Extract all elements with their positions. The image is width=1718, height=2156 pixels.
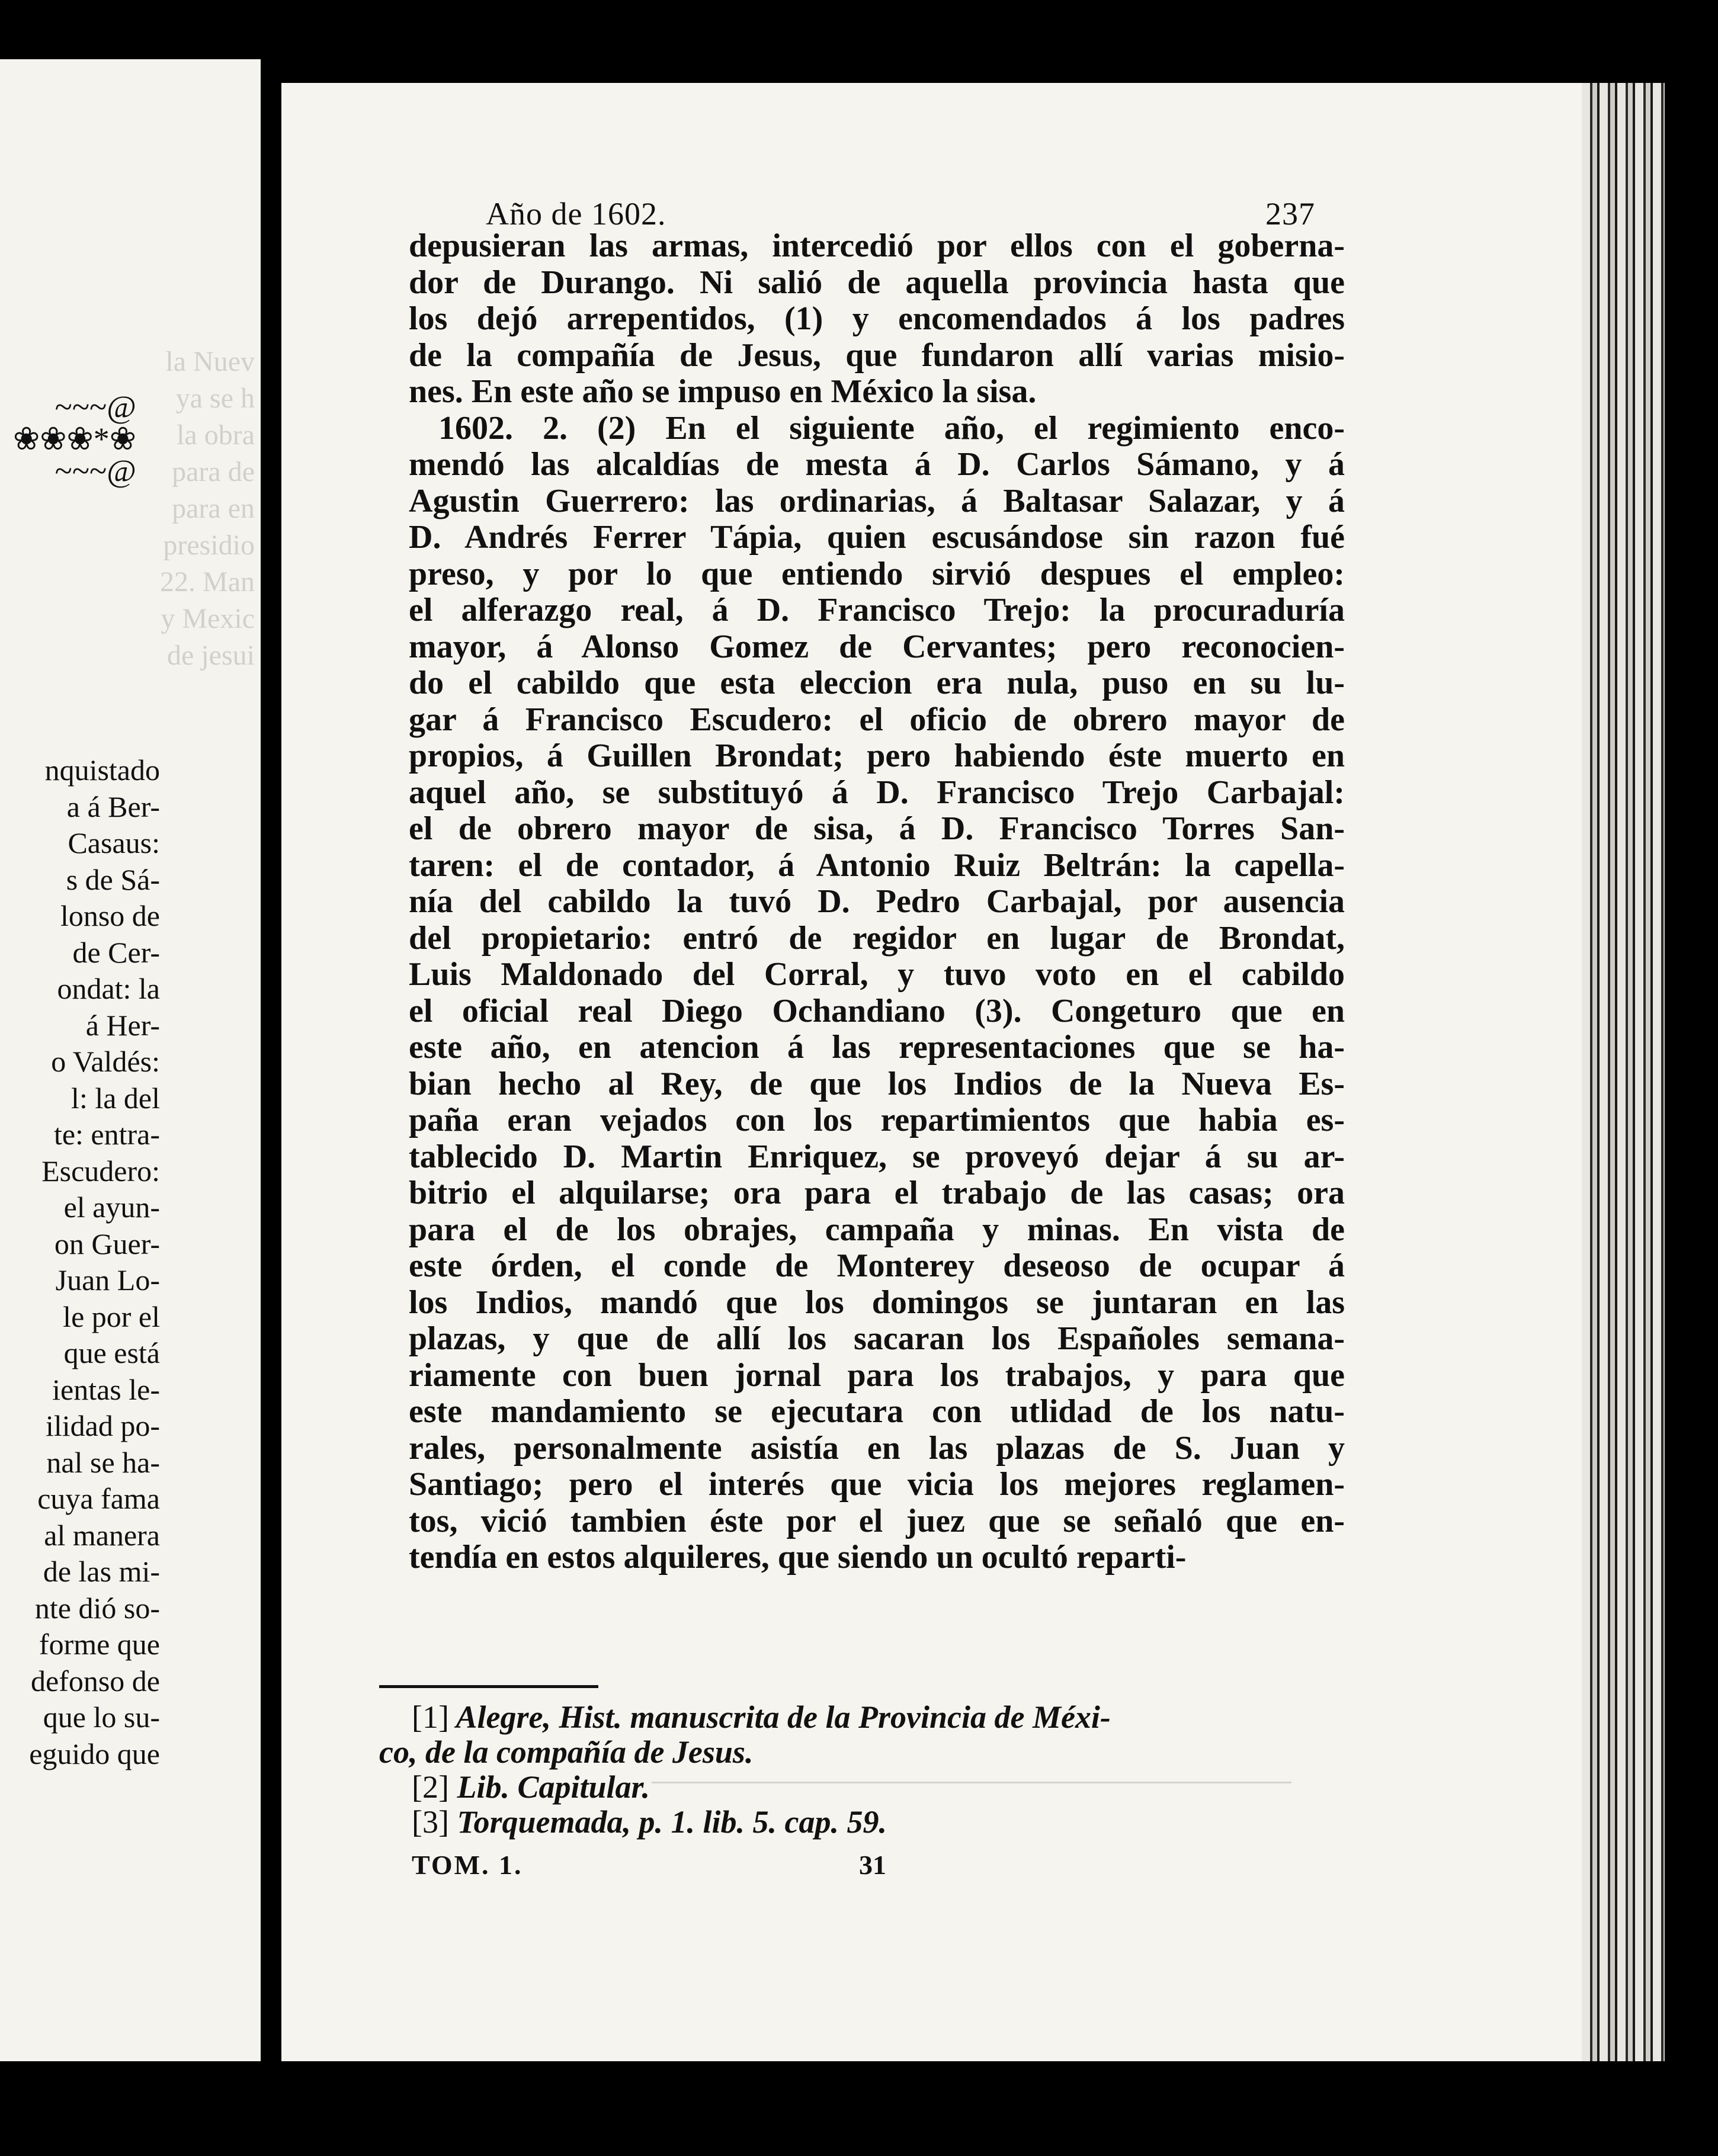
text-line: gar á Francisco Escudero: el oficio de obrero mayor de — [409, 701, 1345, 738]
left-page-line: nte dió so- — [34, 1591, 160, 1625]
text-line: mendó las alcaldías de mesta á D. Carlos Sámano, y á — [409, 446, 1345, 483]
footnote-text: Torquemada, p. 1. lib. 5. cap. 59. — [457, 1804, 887, 1840]
text-line: D. Andrés Ferrer Tápia, quien escusándose sin razon fué — [409, 519, 1345, 556]
text-line: tablecido D. Martin Enriquez, se proveyó dejar á su ar- — [409, 1138, 1345, 1175]
footnote-line — [379, 1805, 1315, 1840]
text-line: bitrio el alquilarse; ora para el trabajo de las casas; ora — [409, 1175, 1345, 1211]
text-line: plazas, y que de allí los sacaran los Españoles semana- — [409, 1320, 1345, 1357]
text-line: tendía en estos alquileres, que siendo un ocultó reparti- — [409, 1539, 1187, 1576]
text-line: aquel año, se substituyó á D. Francisco Trejo Carbajal: — [409, 774, 1345, 811]
left-page-line: l: la del — [71, 1081, 160, 1115]
text-line: este mandamiento se ejecutara con utlidad de los natu- — [409, 1393, 1345, 1430]
left-page-line: á Her- — [85, 1008, 160, 1042]
text-line: nes. En este año se impuso en México la sisa. — [409, 373, 1037, 410]
footnote-text: co, de la compañía de Jesus. — [379, 1734, 754, 1770]
text-line: riamente con buen jornal para los trabajos, y para que — [409, 1356, 1345, 1394]
left-page-line: nquistado — [44, 753, 160, 787]
left-page-line: forme que — [39, 1628, 160, 1661]
text-line: para el de los obrajes, campaña y minas. En vista de — [409, 1211, 1345, 1248]
text-line: 1602. 2. (2) En el siguiente año, el regimiento enco- — [438, 409, 1345, 447]
body-text — [409, 228, 1345, 1576]
left-page-line: ientas le- — [52, 1372, 160, 1406]
left-page-line: a á Ber- — [66, 790, 160, 823]
left-page-line: le por el — [63, 1300, 160, 1333]
text-line: mayor, á Alonso Gomez de Cervantes; pero reconocien- — [409, 628, 1345, 665]
bleed-through-text: la Nuev ya se h la obra para de para en presidio 22. Man y Mexic de jesui — [160, 346, 255, 671]
footnote-rule — [379, 1685, 598, 1688]
volume-mark: TOM. 1. — [412, 1850, 523, 1880]
text-line: do el cabildo que esta eleccion era nula, puso en su lu- — [409, 665, 1345, 701]
left-page-line: eguido que — [29, 1737, 160, 1770]
left-page-line: nal se ha- — [46, 1445, 160, 1479]
text-line: Agustin Guerrero: las ordinarias, á Baltasar Salazar, y á — [409, 482, 1345, 519]
footnote-text: Lib. Capitular. — [457, 1769, 650, 1805]
left-page-line: que está — [63, 1336, 160, 1369]
text-line: los dejó arrepentidos, (1) y encomendados á los padres — [409, 300, 1345, 337]
text-line: de la compañía de Jesus, que fundaron allí varias misio- — [409, 336, 1345, 374]
left-page-line: cuya fama — [37, 1482, 160, 1515]
footnotes — [379, 1700, 1315, 1840]
left-page-line: de Cer- — [72, 935, 160, 969]
page-title: Año de 1602. — [486, 196, 666, 232]
text-line: taren: el de contador, á Antonio Ruiz Beltrán: la capella- — [409, 846, 1345, 884]
left-page-line: s de Sá- — [66, 862, 160, 896]
text-line: bian hecho al Rey, de que los Indios de la Nueva Es- — [409, 1065, 1345, 1102]
text-line: depusieran las armas, intercedió por ellos con el goberna- — [409, 227, 1345, 264]
left-page-line: o Valdés: — [51, 1045, 160, 1078]
text-line: el oficial real Diego Ochandiano (3). Congeturo que en — [409, 992, 1345, 1029]
left-page — [0, 59, 261, 2061]
footnote-line — [379, 1700, 1315, 1735]
page-edges — [1582, 83, 1665, 2061]
left-page-line: al manera — [44, 1518, 160, 1552]
signature-mark: 31 — [859, 1850, 886, 1880]
left-page-line: el ayun- — [63, 1191, 160, 1224]
text-line: Luis Maldonado del Corral, y tuvo voto en el cabildo — [409, 956, 1345, 993]
footnote-mark: [1] — [412, 1699, 449, 1735]
text-line: el de obrero mayor de sisa, á D. Francisco Torres San- — [409, 810, 1345, 847]
text-line: paña eran vejados con los repartimientos que habia es- — [409, 1102, 1345, 1138]
left-page-line: defonso de — [31, 1664, 160, 1698]
left-page-line: ilidad po- — [45, 1409, 160, 1442]
left-page-line: te: entra- — [53, 1118, 160, 1151]
footnote-mark: [3] — [412, 1804, 449, 1840]
text-line: del propietario: entró de regidor en lugar de Brondat, — [409, 919, 1345, 957]
left-page-line: lonso de — [60, 899, 160, 932]
text-line: preso, y por lo que entiendo sirvió despues el empleo: — [409, 555, 1345, 592]
text-line: el alferazgo real, á D. Francisco Trejo: la procuraduría — [409, 592, 1345, 628]
text-line: este año, en atencion á las representaciones que se ha- — [409, 1029, 1345, 1066]
text-line: este órden, el conde de Monterey deseoso de ocupar á — [409, 1247, 1345, 1284]
text-line: propios, á Guillen Brondat; pero habiendo éste muerto en — [409, 737, 1345, 774]
text-line: los Indios, mandó que los domingos se juntaran en las — [409, 1284, 1345, 1321]
footnote-mark: [2] — [412, 1769, 449, 1805]
text-line: dor de Durango. Ni salió de aquella provincia hasta que — [409, 264, 1345, 301]
left-page-text — [29, 752, 160, 1772]
footnote-text: Alegre, Hist. manuscrita de la Provincia de Méxi- — [456, 1699, 1111, 1735]
left-page-line: ondat: la — [57, 972, 160, 1005]
text-line: tos, vició tambien éste por el juez que se señaló que en- — [409, 1502, 1345, 1539]
footnote-line — [379, 1770, 1315, 1805]
left-page-line: Escudero: — [41, 1154, 160, 1188]
text-line: rales, personalmente asistía en las plazas de S. Juan y — [409, 1429, 1345, 1467]
ornament: ~~~@ ❀❀❀*❀ ~~~@ — [13, 389, 136, 489]
page-number: 237 — [1265, 196, 1315, 232]
left-page-line: que lo su- — [43, 1701, 160, 1734]
left-page-line: Juan Lo- — [55, 1263, 160, 1297]
left-page-line: de las mi- — [43, 1555, 160, 1588]
text-line: nía del cabildo la tuvó D. Pedro Carbajal, por ausencia — [409, 883, 1345, 920]
left-page-line: Casaus: — [68, 826, 160, 859]
left-page-line: on Guer- — [54, 1227, 160, 1260]
text-line: Santiago; pero el interés que vicia los mejores reglamen- — [409, 1466, 1345, 1503]
footnote-line — [379, 1735, 1315, 1770]
